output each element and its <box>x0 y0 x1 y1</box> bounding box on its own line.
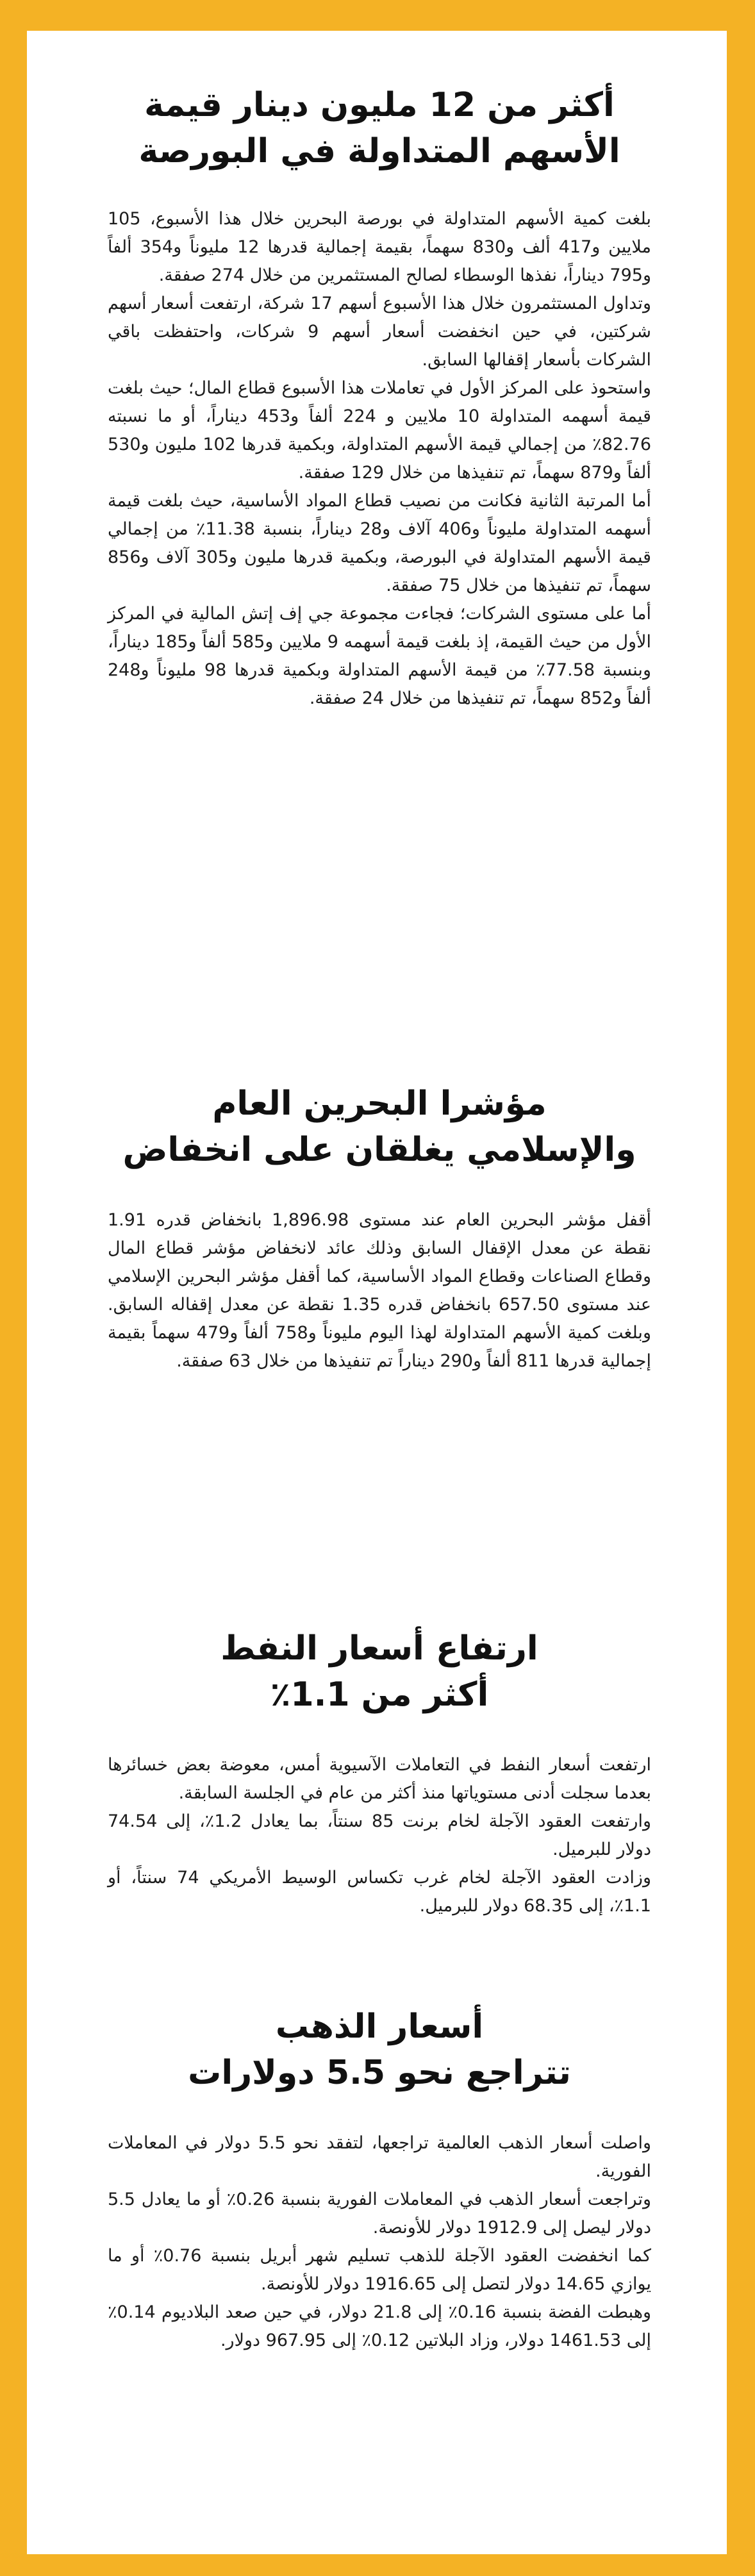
article-headline <box>108 1625 651 1718</box>
frame-left-border <box>0 0 27 2576</box>
article-paragraph: بلغت كمية الأسهم المتداولة في بورصة البحرين خلال هذا الأسبوع، 105 ملايين و417 ألف و830 سهماً، بقيمة إجمالية قدرها 12 مليوناً و354 ألفاً و795 ديناراً، نفذها الوسطاء لصالح المستثمرين من خلال 274 صفقة. <box>108 209 651 285</box>
article-paragraph: أما على مستوى الشركات؛ فجاءت مجموعة جي إف إتش المالية في المركز الأول من حيث القيمة، إذ بلغت قيمة أسهمه 9 ملايين و585 ألفاً و185 ديناراً، وبنسبة 77.58٪ من قيمة الأسهم المتداولة وبكمية قدرها 98 مليوناً و248 ألفاً و852 سهماً، تم تنفيذها من خلال 24 صفقة. <box>108 604 651 708</box>
article-oil-prices <box>108 1625 651 1984</box>
article-paragraph: وتراجعت أسعار الذهب في المعاملات الفورية بنسبة 0.26٪ أو ما يعادل 5.5 دولار ليصل إلى 1912.9 دولار للأونصة. <box>108 2190 651 2238</box>
article-headline <box>108 82 651 174</box>
article-paragraph: وزادت العقود الآجلة لخام غرب تكساس الوسيط الأمريكي 74 سنتاً، أو 1.1٪، إلى 68.35 دولار للبرميل. <box>108 1868 651 1916</box>
article-paragraph: أما المرتبة الثانية فكانت من نصيب قطاع المواد الأساسية، حيث بلغت قيمة أسهمه المتداولة مليوناً و406 آلاف و28 ديناراً، بنسبة 11.38٪ من إجمالي قيمة الأسهم المتداولة في البورصة، وبكمية قدرها مليون و305 آلاف و856 سهماً، تم تنفيذها من خلال 75 صفقة. <box>108 491 652 595</box>
article-paragraph: كما انخفضت العقود الآجلة للذهب تسليم شهر أبريل بنسبة 0.76٪ أو ما يوازي 14.65 دولار لتصل إلى 1916.65 دولار للأونصة. <box>108 2246 651 2294</box>
article-bahrain-indices <box>108 1081 651 1581</box>
headline-line-1: ارتفاع أسعار النفط <box>220 1629 538 1668</box>
headline-line-2: أكثر من 1.1٪ <box>270 1675 489 1714</box>
article-paragraph: ارتفعت أسعار النفط في التعاملات الآسيوية أمس، معوضة بعض خسائرها بعدما سجلت أدنى مستوياتها منذ أكثر من عام في الجلسة السابقة. <box>108 1755 651 1803</box>
headline-line-2: والإسلامي يغلقان على انخفاض <box>122 1131 636 1169</box>
article-headline <box>108 2004 651 2096</box>
news-page <box>27 31 727 2554</box>
article-paragraph: وتداول المستثمرون خلال هذا الأسبوع أسهم 17 شركة، ارتفعت أسعار أسهم شركتين، في حين انخفضت أسعار أسهم 9 شركات، واحتفظت باقي الشركات بأسعار إقفالها السابق. <box>108 294 651 370</box>
frame-right-border <box>727 0 755 2576</box>
article-paragraph: أقفل مؤشر البحرين العام عند مستوى 1,896.98 بانخفاض قدره 1.91 نقطة عن معدل الإقفال السابق وذلك عائد لانخفاض مؤشر قطاع المال وقطاع الصناعات وقطاع المواد الأساسية، كما أقفل مؤشر البحرين الإسلامي عند مستوى 657.50 بانخفاض قدره 1.35 نقطة عن معدل إقفاله السابق. وبلغت كمية الأسهم المتداولة لهذا اليوم مليوناً و758 ألفاً و479 سهماً بقيمة إجمالية قدرها 811 ألفاً و290 ديناراً تم تنفيذها من خلال 63 صفقة. <box>108 1210 651 1371</box>
frame-top-border <box>0 0 755 31</box>
headline-line-1: أسعار الذهب <box>275 2007 484 2046</box>
headline-line-1: مؤشرا البحرين العام <box>212 1084 547 1123</box>
frame-bottom-border <box>0 2554 755 2576</box>
article-bourse-trading <box>108 82 651 1011</box>
article-paragraph: واستحوذ على المركز الأول في تعاملات هذا الأسبوع قطاع المال؛ حيث بلغت قيمة أسهمه المتداولة 10 ملايين و 224 ألفاً و453 ديناراً، أو ما نسبته 82.76٪ من إجمالي قيمة الأسهم المتداولة، وبكمية قدرها 102 مليون و530 ألفاً و879 سهماً، تم تنفيذها من خلال 129 صفقة. <box>108 378 651 483</box>
article-gold-prices <box>108 2004 651 2355</box>
headline-line-1: أكثر من 12 مليون دينار قيمة <box>144 86 615 124</box>
article-headline <box>108 1081 651 1173</box>
article-paragraph: واصلت أسعار الذهب العالمية تراجعها، لتفقد نحو 5.5 دولار في المعاملات الفورية. <box>108 2133 651 2181</box>
headline-line-2: تتراجع نحو 5.5 دولارات <box>188 2054 571 2092</box>
headline-line-2: الأسهم المتداولة في البورصة <box>138 132 620 170</box>
article-paragraph: وارتفعت العقود الآجلة لخام برنت 85 سنتاً، بما يعادل 1.2٪، إلى 74.54 دولار للبرميل. <box>108 1811 651 1859</box>
article-paragraph: وهبطت الفضة بنسبة 0.16٪ إلى 21.8 دولار، في حين صعد البلاديوم 0.14٪ إلى 1461.53 دولار، وزاد البلاتين 0.12٪ إلى 967.95 دولار. <box>108 2302 652 2350</box>
